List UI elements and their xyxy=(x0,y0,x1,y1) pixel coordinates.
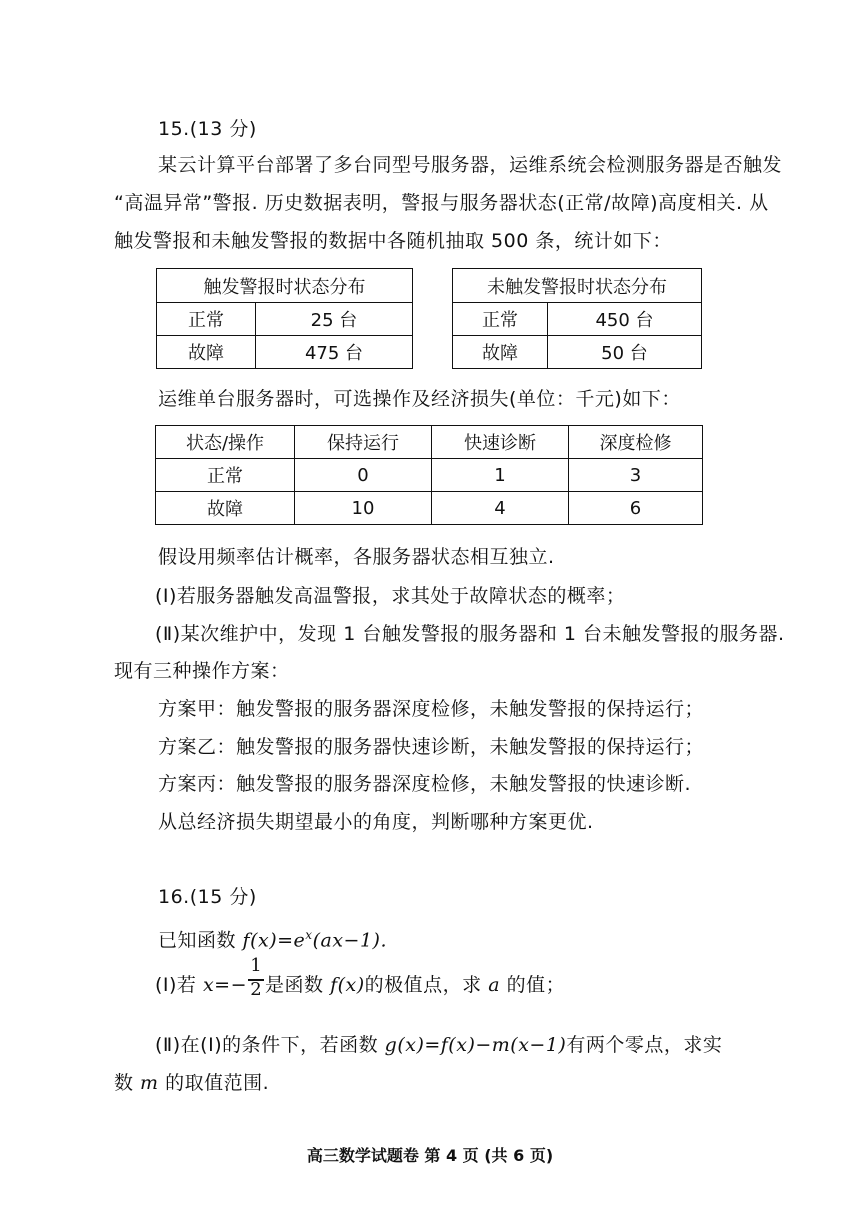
page-footer: 高三数学试题卷 第 4 页 (共 6 页) xyxy=(306,1146,554,1165)
table-loss-header: 深度检修 xyxy=(569,426,703,459)
q15-part1: (Ⅰ)若服务器触发高温警报，求其处于故障状态的概率； xyxy=(155,585,626,607)
q16-part2-line2-end: 的取值范围. xyxy=(158,1072,270,1094)
table-alarm-title: 触发警报时状态分布 xyxy=(157,269,413,303)
table-loss-header: 快速诊断 xyxy=(432,426,569,459)
table-alarm xyxy=(156,268,413,369)
table-loss-header: 保持运行 xyxy=(295,426,432,459)
q16-heading: 16.(15 分) xyxy=(158,886,257,908)
table-no-alarm-label: 故障 xyxy=(453,336,548,369)
q16-part2-end: 有两个零点，求实 xyxy=(566,1034,723,1056)
table-loss xyxy=(155,425,703,525)
q16-part1-mid: 是函数 xyxy=(265,974,331,996)
q15-conclusion: 从总经济损失期望最小的角度，判断哪种方案更优. xyxy=(158,811,594,833)
q15-plan-c: 方案丙：触发警报的服务器深度检修，未触发警报的快速诊断. xyxy=(158,773,692,795)
q15-plan-a: 方案甲：触发警报的服务器深度检修，未触发警报的保持运行； xyxy=(158,698,705,720)
table-alarm-label: 正常 xyxy=(157,303,256,336)
q16-part1-a: a xyxy=(488,974,501,996)
table-no-alarm xyxy=(452,268,702,369)
q16-part2-prefix: (Ⅱ)在(Ⅰ)的条件下，若函数 xyxy=(155,1034,385,1056)
table-loss-cell: 正常 xyxy=(156,459,295,492)
q15-intro-line2: “高温异常”警报. 历史数据表明，警报与服务器状态(正常/故障)高度相关. 从 xyxy=(114,192,769,214)
q16-fraction-numerator: 1 xyxy=(250,955,262,976)
q16-part1 xyxy=(155,972,565,998)
q16-part2-m: m xyxy=(140,1072,159,1094)
table-loss-cell: 3 xyxy=(569,459,703,492)
q16-given-exp: x xyxy=(305,928,313,942)
table-loss-header: 状态/操作 xyxy=(156,426,295,459)
table-no-alarm-value: 50 台 xyxy=(548,336,702,369)
q16-given-rest: (ax−1). xyxy=(312,929,387,952)
table-loss-cell: 10 xyxy=(295,492,432,525)
q16-part2-line2-prefix: 数 xyxy=(114,1072,141,1094)
q16-given-prefix: 已知函数 xyxy=(158,929,243,952)
table-no-alarm-value: 450 台 xyxy=(548,303,702,336)
q15-part2-line2: 现有三种操作方案： xyxy=(114,660,290,682)
q16-part1-end: 的值； xyxy=(500,974,566,996)
q16-given xyxy=(158,922,387,953)
table-alarm-label: 故障 xyxy=(157,336,256,369)
q16-part1-mid2: 的极值点，求 xyxy=(364,974,489,996)
table-loss-cell: 6 xyxy=(569,492,703,525)
q15-intro-line1: 某云计算平台部署了多台同型号服务器，运维系统会检测服务器是否触发 xyxy=(158,154,783,176)
q16-given-fx: f(x)=e xyxy=(242,929,306,952)
q16-part2-line1 xyxy=(155,1032,722,1058)
q16-part1-x: x=− xyxy=(202,974,248,996)
q15-loss-intro: 运维单台服务器时，可选操作及经济损失(单位：千元)如下： xyxy=(158,388,681,410)
q15-assume: 假设用频率估计概率，各服务器状态相互独立. xyxy=(158,546,555,568)
table-alarm-value: 475 台 xyxy=(256,336,413,369)
q15-part2-line1: (Ⅱ)某次维护中，发现 1 台触发警报的服务器和 1 台未触发警报的服务器. xyxy=(155,623,785,645)
table-loss-cell: 故障 xyxy=(156,492,295,525)
table-loss-cell: 1 xyxy=(432,459,569,492)
q16-part2-gx: g(x)=f(x)−m(x−1) xyxy=(384,1034,567,1056)
q15-plan-b: 方案乙：触发警报的服务器快速诊断，未触发警报的保持运行； xyxy=(158,736,705,758)
q16-part1-fx: f(x) xyxy=(330,974,365,996)
table-loss-cell: 0 xyxy=(295,459,432,492)
table-no-alarm-label: 正常 xyxy=(453,303,548,336)
q16-part1-prefix: (Ⅰ)若 xyxy=(155,974,203,996)
table-alarm-value: 25 台 xyxy=(256,303,413,336)
q16-fraction-denominator: 2 xyxy=(250,979,262,1000)
q15-intro-line3: 触发警报和未触发警报的数据中各随机抽取 500 条，统计如下： xyxy=(114,230,672,252)
table-loss-cell: 4 xyxy=(432,492,569,525)
q15-heading: 15.(13 分) xyxy=(158,118,257,140)
table-no-alarm-title: 未触发警报时状态分布 xyxy=(453,269,702,303)
q16-part2-line2 xyxy=(114,1070,269,1096)
q16-fraction xyxy=(248,955,264,1007)
